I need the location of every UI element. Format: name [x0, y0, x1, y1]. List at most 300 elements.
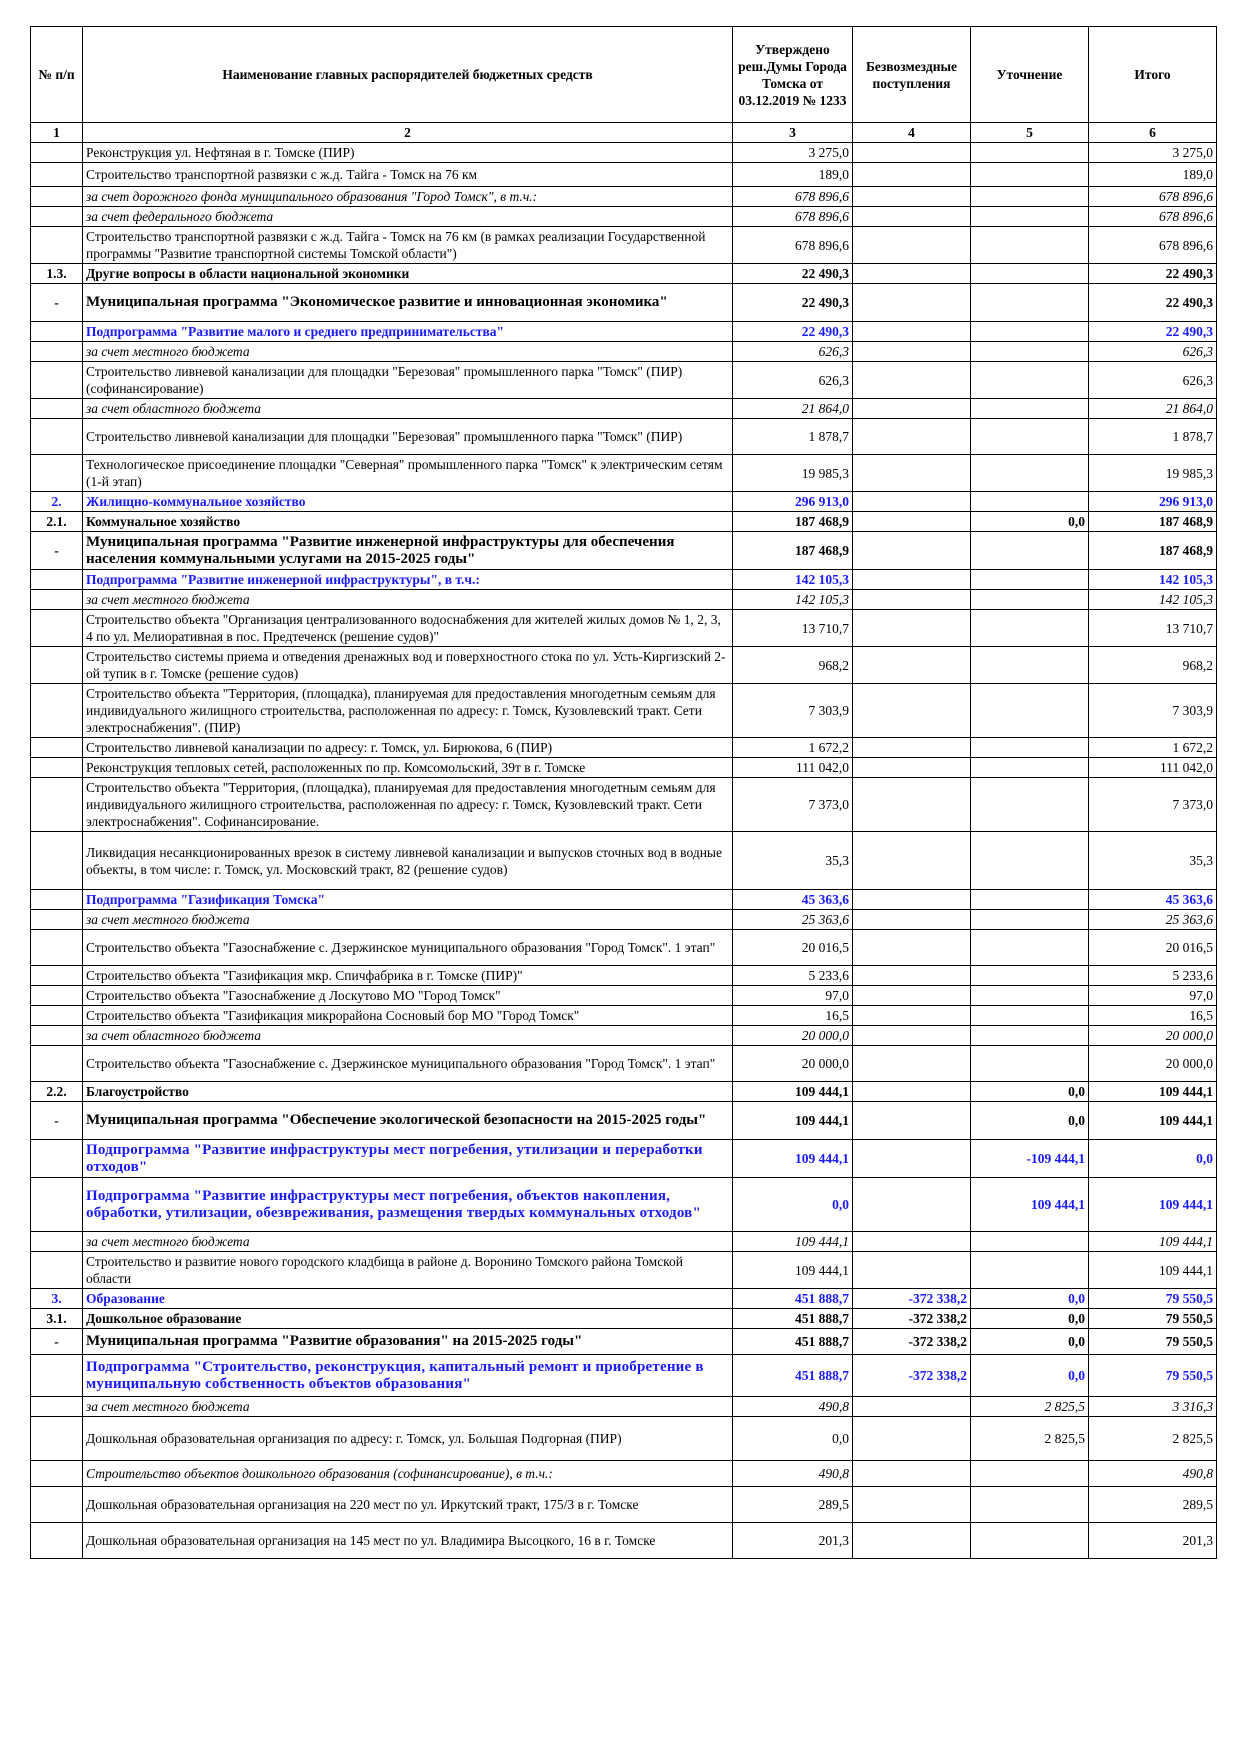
- row-grants: [853, 1461, 971, 1487]
- row-name: Дошкольная образовательная организация по адресу: г. Томск, ул. Большая Подгорная (ПИР): [83, 1417, 733, 1461]
- row-total: 626,3: [1089, 362, 1217, 399]
- row-name: Подпрограмма "Газификация Томска": [83, 890, 733, 910]
- row-number: [31, 143, 83, 163]
- row-approved: 678 896,6: [733, 187, 853, 207]
- row-total: 22 490,3: [1089, 322, 1217, 342]
- row-number: 3.1.: [31, 1309, 83, 1329]
- row-grants: [853, 512, 971, 532]
- row-grants: [853, 1523, 971, 1559]
- row-name: Подпрограмма "Развитие инфраструктуры мест погребения, утилизации и переработки отходов": [83, 1140, 733, 1178]
- row-approved: 20 000,0: [733, 1046, 853, 1082]
- table-row: [31, 492, 1217, 512]
- row-clarification: [971, 986, 1089, 1006]
- row-name: за счет местного бюджета: [83, 910, 733, 930]
- column-index: 2: [83, 123, 733, 143]
- row-number: [31, 832, 83, 890]
- row-clarification: [971, 910, 1089, 930]
- table-row: [31, 1178, 1217, 1232]
- row-approved: 1 672,2: [733, 738, 853, 758]
- row-approved: 201,3: [733, 1523, 853, 1559]
- row-name: Благоустройство: [83, 1082, 733, 1102]
- row-clarification: [971, 738, 1089, 758]
- row-name: за счет федерального бюджета: [83, 207, 733, 227]
- row-clarification: [971, 930, 1089, 966]
- row-grants: [853, 264, 971, 284]
- table-row: [31, 1102, 1217, 1140]
- row-name: Подпрограмма "Развитие малого и среднего предпринимательства": [83, 322, 733, 342]
- row-clarification: [971, 758, 1089, 778]
- row-number: [31, 322, 83, 342]
- row-name: Образование: [83, 1289, 733, 1309]
- row-approved: 19 985,3: [733, 455, 853, 492]
- row-clarification: [971, 1252, 1089, 1289]
- row-clarification: [971, 492, 1089, 512]
- row-name: Жилищно-коммунальное хозяйство: [83, 492, 733, 512]
- row-grants: [853, 1397, 971, 1417]
- row-clarification: 0,0: [971, 1102, 1089, 1140]
- row-grants: [853, 1487, 971, 1523]
- row-total: 109 444,1: [1089, 1178, 1217, 1232]
- row-clarification: 0,0: [971, 1289, 1089, 1309]
- column-index: 3: [733, 123, 853, 143]
- row-number: [31, 986, 83, 1006]
- row-clarification: [971, 1026, 1089, 1046]
- row-grants: [853, 570, 971, 590]
- column-index: 4: [853, 123, 971, 143]
- row-total: 109 444,1: [1089, 1082, 1217, 1102]
- row-number: [31, 1140, 83, 1178]
- row-grants: [853, 832, 971, 890]
- row-approved: 451 888,7: [733, 1309, 853, 1329]
- row-name: Реконструкция тепловых сетей, расположенных по пр. Комсомольский, 39т в г. Томске: [83, 758, 733, 778]
- row-name: Муниципальная программа "Обеспечение экологической безопасности на 2015-2025 годы": [83, 1102, 733, 1140]
- row-name: Строительство объекта "Территория, (площадка), планируемая для предоставления многодетным семьям для индивидуального жилищного строительства, расположенная по адресу: г. Томск, Кузовлевский тракт. Сети электроснабжения". (ПИР): [83, 684, 733, 738]
- row-approved: 109 444,1: [733, 1232, 853, 1252]
- row-clarification: [971, 163, 1089, 187]
- row-grants: [853, 758, 971, 778]
- row-total: 7 303,9: [1089, 684, 1217, 738]
- row-name: Строительство объектов дошкольного образования (софинансирование), в т.ч.:: [83, 1461, 733, 1487]
- row-name: Строительство объекта "Территория, (площадка), планируемая для предоставления многодетным семьям для индивидуального жилищного строительства, расположенная по адресу: г. Томск, Кузовлевский тракт. Сети электроснабжения". Софинансирование.: [83, 778, 733, 832]
- row-number: 2.1.: [31, 512, 83, 532]
- table-row: [31, 143, 1217, 163]
- row-clarification: [971, 1046, 1089, 1082]
- row-approved: 289,5: [733, 1487, 853, 1523]
- row-approved: 20 016,5: [733, 930, 853, 966]
- row-name: Строительство объекта "Газоснабжение с. Дзержинское муниципального образования "Город Томск". 1 этап": [83, 930, 733, 966]
- table-row: [31, 1006, 1217, 1026]
- row-name: Строительство объекта "Газоснабжение с. Дзержинское муниципального образования "Город Томск". 1 этап": [83, 1046, 733, 1082]
- row-approved: 451 888,7: [733, 1289, 853, 1309]
- row-number: [31, 455, 83, 492]
- table-row: [31, 1329, 1217, 1355]
- row-total: 678 896,6: [1089, 187, 1217, 207]
- row-number: [31, 684, 83, 738]
- row-total: 20 016,5: [1089, 930, 1217, 966]
- row-grants: [853, 1006, 971, 1026]
- table-row: [31, 512, 1217, 532]
- table-row: [31, 419, 1217, 455]
- row-total: 490,8: [1089, 1461, 1217, 1487]
- row-total: 45 363,6: [1089, 890, 1217, 910]
- row-name: Коммунальное хозяйство: [83, 512, 733, 532]
- row-total: 968,2: [1089, 647, 1217, 684]
- row-number: [31, 399, 83, 419]
- row-approved: 187 468,9: [733, 512, 853, 532]
- row-name: за счет местного бюджета: [83, 1397, 733, 1417]
- row-clarification: [971, 1461, 1089, 1487]
- row-clarification: [971, 399, 1089, 419]
- row-approved: 187 468,9: [733, 532, 853, 570]
- table-row: [31, 1082, 1217, 1102]
- row-clarification: [971, 1487, 1089, 1523]
- row-total: 3 275,0: [1089, 143, 1217, 163]
- table-row: [31, 1289, 1217, 1309]
- row-grants: [853, 399, 971, 419]
- row-total: 189,0: [1089, 163, 1217, 187]
- row-number: [31, 1523, 83, 1559]
- row-clarification: [971, 264, 1089, 284]
- row-clarification: [971, 966, 1089, 986]
- row-name: Строительство ливневой канализации для площадки "Березовая" промышленного парка "Томск" (ПИР): [83, 419, 733, 455]
- row-approved: 109 444,1: [733, 1252, 853, 1289]
- row-number: [31, 590, 83, 610]
- row-total: 7 373,0: [1089, 778, 1217, 832]
- header-name: Наименование главных распорядителей бюджетных средств: [83, 27, 733, 123]
- row-total: 289,5: [1089, 1487, 1217, 1523]
- row-clarification: 0,0: [971, 1309, 1089, 1329]
- row-number: [31, 778, 83, 832]
- row-name: Строительство объекта "Газоснабжение д Лоскутово МО "Город Томск": [83, 986, 733, 1006]
- table-row: [31, 684, 1217, 738]
- row-grants: [853, 419, 971, 455]
- row-approved: 45 363,6: [733, 890, 853, 910]
- row-approved: 296 913,0: [733, 492, 853, 512]
- row-approved: 20 000,0: [733, 1026, 853, 1046]
- row-clarification: [971, 647, 1089, 684]
- table-row: [31, 1309, 1217, 1329]
- row-clarification: [971, 1006, 1089, 1026]
- row-number: [31, 570, 83, 590]
- row-total: 187 468,9: [1089, 532, 1217, 570]
- row-grants: [853, 455, 971, 492]
- row-name: Муниципальная программа "Развитие образования" на 2015-2025 годы": [83, 1329, 733, 1355]
- table-row: [31, 163, 1217, 187]
- row-approved: 97,0: [733, 986, 853, 1006]
- row-grants: [853, 1417, 971, 1461]
- row-clarification: [971, 143, 1089, 163]
- table-row: [31, 227, 1217, 264]
- row-clarification: [971, 362, 1089, 399]
- row-clarification: [971, 570, 1089, 590]
- table-row: [31, 207, 1217, 227]
- row-approved: 490,8: [733, 1461, 853, 1487]
- table-row: [31, 455, 1217, 492]
- row-number: [31, 187, 83, 207]
- row-total: 13 710,7: [1089, 610, 1217, 647]
- row-name: Муниципальная программа "Экономическое развитие и инновационная экономика": [83, 284, 733, 322]
- row-grants: [853, 187, 971, 207]
- header-grants: Безвозмездные поступления: [853, 27, 971, 123]
- row-approved: 142 105,3: [733, 570, 853, 590]
- row-total: 0,0: [1089, 1140, 1217, 1178]
- row-total: 109 444,1: [1089, 1102, 1217, 1140]
- row-total: 35,3: [1089, 832, 1217, 890]
- table-row: [31, 1046, 1217, 1082]
- row-approved: 35,3: [733, 832, 853, 890]
- table-row: [31, 758, 1217, 778]
- row-approved: 3 275,0: [733, 143, 853, 163]
- row-name: Строительство объекта "Газификация мкр. Спичфабрика в г. Томске (ПИР)": [83, 966, 733, 986]
- row-total: 25 363,6: [1089, 910, 1217, 930]
- row-clarification: -109 444,1: [971, 1140, 1089, 1178]
- row-total: 678 896,6: [1089, 207, 1217, 227]
- row-number: -: [31, 1102, 83, 1140]
- row-name: за счет областного бюджета: [83, 399, 733, 419]
- row-grants: [853, 1232, 971, 1252]
- row-clarification: [971, 284, 1089, 322]
- row-approved: 5 233,6: [733, 966, 853, 986]
- row-name: за счет областного бюджета: [83, 1026, 733, 1046]
- row-total: 678 896,6: [1089, 227, 1217, 264]
- table-row: [31, 930, 1217, 966]
- row-approved: 22 490,3: [733, 264, 853, 284]
- row-grants: [853, 1026, 971, 1046]
- row-approved: 0,0: [733, 1178, 853, 1232]
- header-num: № п/п: [31, 27, 83, 123]
- table-row: [31, 966, 1217, 986]
- row-clarification: 0,0: [971, 512, 1089, 532]
- row-total: 79 550,5: [1089, 1309, 1217, 1329]
- row-number: -: [31, 1329, 83, 1355]
- table-row: [31, 832, 1217, 890]
- row-approved: 22 490,3: [733, 322, 853, 342]
- row-name: за счет местного бюджета: [83, 342, 733, 362]
- row-grants: [853, 143, 971, 163]
- row-total: 3 316,3: [1089, 1397, 1217, 1417]
- row-grants: [853, 610, 971, 647]
- row-total: 626,3: [1089, 342, 1217, 362]
- row-total: 79 550,5: [1089, 1355, 1217, 1397]
- row-grants: [853, 1102, 971, 1140]
- row-grants: -372 338,2: [853, 1289, 971, 1309]
- row-number: 1.3.: [31, 264, 83, 284]
- row-clarification: [971, 778, 1089, 832]
- row-number: [31, 207, 83, 227]
- row-clarification: [971, 1523, 1089, 1559]
- row-total: 79 550,5: [1089, 1329, 1217, 1355]
- row-approved: 1 878,7: [733, 419, 853, 455]
- row-total: 2 825,5: [1089, 1417, 1217, 1461]
- table-row: [31, 284, 1217, 322]
- row-number: [31, 227, 83, 264]
- row-grants: [853, 1046, 971, 1082]
- row-grants: [853, 590, 971, 610]
- row-number: [31, 647, 83, 684]
- table-row: [31, 590, 1217, 610]
- row-name: Реконструкция ул. Нефтяная в г. Томске (ПИР): [83, 143, 733, 163]
- row-approved: 109 444,1: [733, 1140, 853, 1178]
- row-approved: 968,2: [733, 647, 853, 684]
- table-row: [31, 778, 1217, 832]
- table-row: [31, 890, 1217, 910]
- row-number: [31, 610, 83, 647]
- row-number: [31, 1355, 83, 1397]
- row-name: Строительство объекта "Организация централизованного водоснабжения для жителей жилых домов № 1, 2, 3, 4 по ул. Мелиоративная в пос. Предтеченск (решение судов)": [83, 610, 733, 647]
- row-clarification: 2 825,5: [971, 1417, 1089, 1461]
- row-name: Подпрограмма "Развитие инфраструктуры мест погребения, объектов накопления, обработки, утилизации, обезвреживания, размещения твердых коммунальных отходов": [83, 1178, 733, 1232]
- table-row: [31, 322, 1217, 342]
- table-row: [31, 1232, 1217, 1252]
- row-approved: 142 105,3: [733, 590, 853, 610]
- row-total: 142 105,3: [1089, 590, 1217, 610]
- row-approved: 21 864,0: [733, 399, 853, 419]
- row-total: 1 878,7: [1089, 419, 1217, 455]
- row-clarification: 109 444,1: [971, 1178, 1089, 1232]
- row-name: Другие вопросы в области национальной экономики: [83, 264, 733, 284]
- row-number: [31, 738, 83, 758]
- row-grants: [853, 910, 971, 930]
- row-approved: 7 303,9: [733, 684, 853, 738]
- row-approved: 678 896,6: [733, 227, 853, 264]
- table-row: [31, 264, 1217, 284]
- row-approved: 0,0: [733, 1417, 853, 1461]
- table-row: [31, 910, 1217, 930]
- row-total: 22 490,3: [1089, 284, 1217, 322]
- row-number: [31, 342, 83, 362]
- row-total: 1 672,2: [1089, 738, 1217, 758]
- column-index-row: [31, 123, 1217, 143]
- row-approved: 16,5: [733, 1006, 853, 1026]
- row-number: -: [31, 284, 83, 322]
- row-grants: [853, 986, 971, 1006]
- row-approved: 451 888,7: [733, 1329, 853, 1355]
- row-grants: [853, 738, 971, 758]
- budget-table: [30, 26, 1217, 1559]
- row-name: за счет местного бюджета: [83, 590, 733, 610]
- row-grants: [853, 930, 971, 966]
- row-approved: 13 710,7: [733, 610, 853, 647]
- table-row: [31, 986, 1217, 1006]
- table-row: [31, 1523, 1217, 1559]
- row-clarification: [971, 610, 1089, 647]
- row-number: 2.2.: [31, 1082, 83, 1102]
- row-grants: [853, 1178, 971, 1232]
- row-total: 22 490,3: [1089, 264, 1217, 284]
- row-number: [31, 1232, 83, 1252]
- row-number: [31, 1006, 83, 1026]
- table-row: [31, 342, 1217, 362]
- row-approved: 678 896,6: [733, 207, 853, 227]
- row-grants: [853, 1140, 971, 1178]
- column-index: 5: [971, 123, 1089, 143]
- row-name: Дошкольная образовательная организация на 145 мест по ул. Владимира Высоцкого, 16 в г. Томске: [83, 1523, 733, 1559]
- row-approved: 109 444,1: [733, 1102, 853, 1140]
- row-clarification: [971, 890, 1089, 910]
- table-row: [31, 532, 1217, 570]
- row-clarification: [971, 207, 1089, 227]
- row-total: 111 042,0: [1089, 758, 1217, 778]
- row-total: 16,5: [1089, 1006, 1217, 1026]
- row-grants: [853, 966, 971, 986]
- row-number: [31, 758, 83, 778]
- row-approved: 7 373,0: [733, 778, 853, 832]
- row-total: 109 444,1: [1089, 1232, 1217, 1252]
- row-clarification: [971, 532, 1089, 570]
- row-number: [31, 1397, 83, 1417]
- row-grants: [853, 684, 971, 738]
- row-total: 296 913,0: [1089, 492, 1217, 512]
- row-clarification: [971, 455, 1089, 492]
- table-row: [31, 610, 1217, 647]
- row-number: [31, 930, 83, 966]
- row-grants: [853, 284, 971, 322]
- row-clarification: [971, 322, 1089, 342]
- row-number: [31, 910, 83, 930]
- row-total: 109 444,1: [1089, 1252, 1217, 1289]
- row-grants: [853, 342, 971, 362]
- row-approved: 626,3: [733, 362, 853, 399]
- row-name: Дошкольная образовательная организация на 220 мест по ул. Иркутский тракт, 175/3 в г. Томске: [83, 1487, 733, 1523]
- table-row: [31, 1487, 1217, 1523]
- table-row: [31, 570, 1217, 590]
- table-row: [31, 187, 1217, 207]
- row-name: Строительство и развитие нового городского кладбища в районе д. Воронино Томского района Томской области: [83, 1252, 733, 1289]
- row-grants: -372 338,2: [853, 1329, 971, 1355]
- row-number: [31, 362, 83, 399]
- header-total: Итого: [1089, 27, 1217, 123]
- row-grants: [853, 1082, 971, 1102]
- row-approved: 111 042,0: [733, 758, 853, 778]
- row-grants: [853, 1252, 971, 1289]
- row-grants: [853, 207, 971, 227]
- row-number: [31, 1461, 83, 1487]
- table-row: [31, 1252, 1217, 1289]
- row-grants: -372 338,2: [853, 1309, 971, 1329]
- row-clarification: [971, 419, 1089, 455]
- header-row: [31, 27, 1217, 123]
- row-number: [31, 1026, 83, 1046]
- row-clarification: 0,0: [971, 1082, 1089, 1102]
- row-approved: 22 490,3: [733, 284, 853, 322]
- table-body: [31, 143, 1217, 1559]
- row-clarification: 0,0: [971, 1329, 1089, 1355]
- row-grants: -372 338,2: [853, 1355, 971, 1397]
- table-row: [31, 738, 1217, 758]
- row-number: [31, 419, 83, 455]
- row-name: Строительство транспортной развязки с ж.д. Тайга - Томск на 76 км (в рамках реализации Государственной программы "Развитие транспортной системы Томской области"): [83, 227, 733, 264]
- row-number: [31, 163, 83, 187]
- row-name: Муниципальная программа "Развитие инженерной инфраструктуры для обеспечения населения коммунальными услугами на 2015-2025 годы": [83, 532, 733, 570]
- row-name: Ликвидация несанкционированных врезок в систему ливневой канализации и выпусков сточных вод в водные объекты, в том числе: г. Томск, ул. Московский тракт, 82 (решение судов): [83, 832, 733, 890]
- row-total: 79 550,5: [1089, 1289, 1217, 1309]
- row-approved: 189,0: [733, 163, 853, 187]
- row-approved: 490,8: [733, 1397, 853, 1417]
- row-number: -: [31, 532, 83, 570]
- row-number: 3.: [31, 1289, 83, 1309]
- row-clarification: [971, 832, 1089, 890]
- row-clarification: [971, 590, 1089, 610]
- row-name: Строительство ливневой канализации для площадки "Березовая" промышленного парка "Томск" (ПИР) (софинансирование): [83, 362, 733, 399]
- table-row: [31, 362, 1217, 399]
- row-number: [31, 1417, 83, 1461]
- row-approved: 626,3: [733, 342, 853, 362]
- row-name: Технологическое присоединение площадки "Северная" промышленного парка "Томск" к электрическим сетям (1-й этап): [83, 455, 733, 492]
- row-total: 97,0: [1089, 986, 1217, 1006]
- row-number: [31, 1178, 83, 1232]
- row-clarification: [971, 1232, 1089, 1252]
- header-approved: Утверждено реш.Думы Города Томска от 03.12.2019 № 1233: [733, 27, 853, 123]
